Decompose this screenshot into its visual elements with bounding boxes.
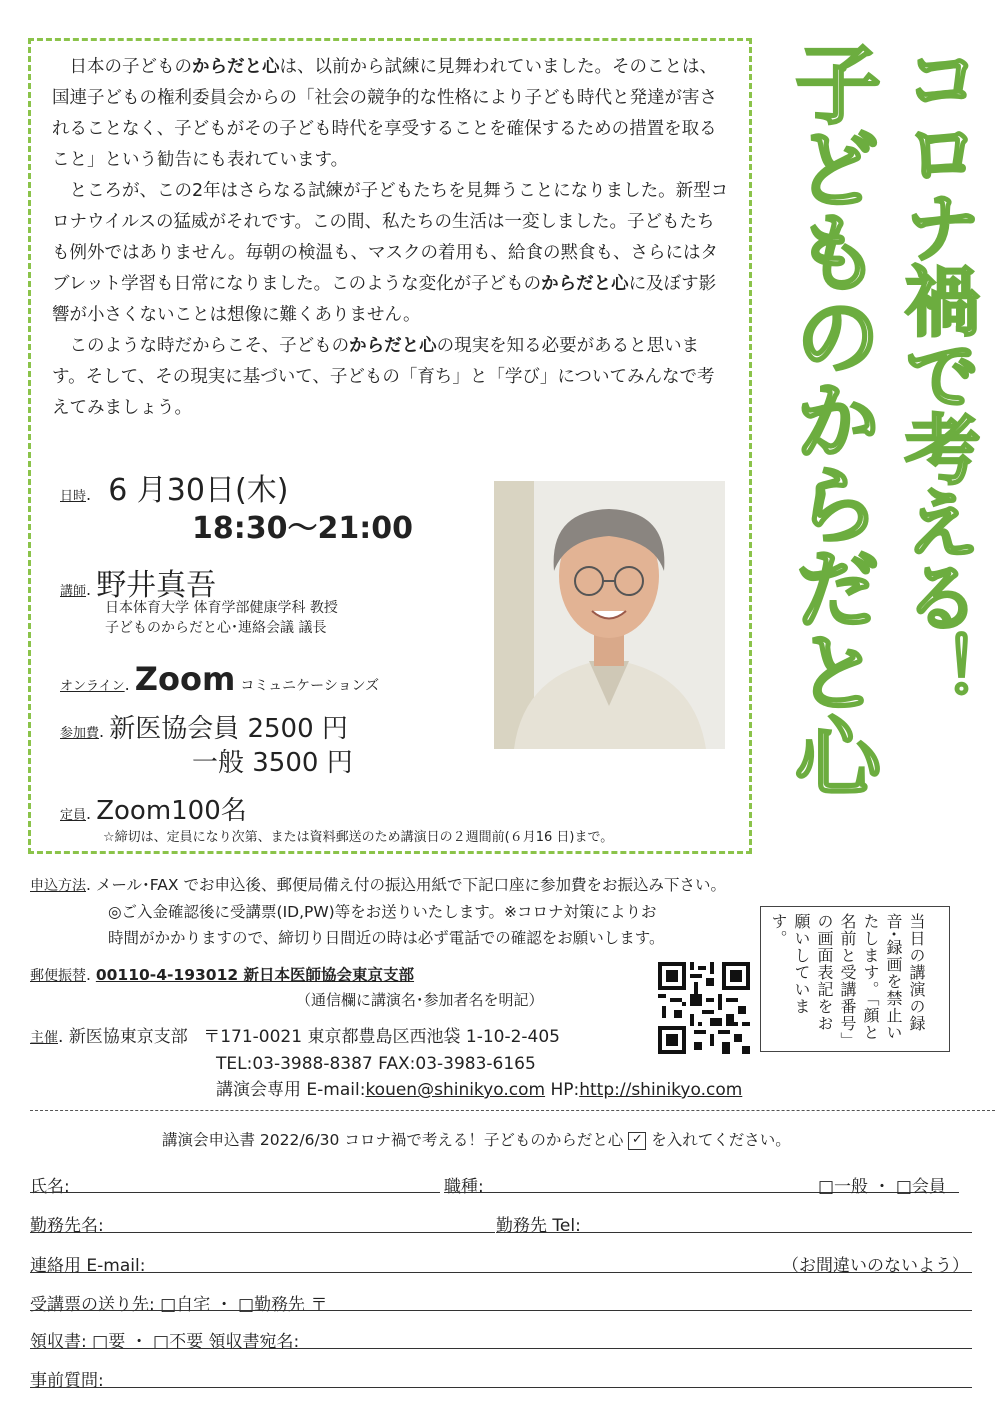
apply-section: 申込方法. メール･FAX でお申込後、郵便局備え付の振込用紙で下記口座に参加費をお振込み下さい。 ◎ご入金確認後に受講票(ID,PW)等をお送りいたします。※コロナ対策によりお 時間がかかりますので、締切り日間近の時は必ず電話での確認をお願いします。: [30, 872, 830, 951]
form-name-field[interactable]: [30, 1192, 440, 1193]
form-sendto-field[interactable]: [30, 1310, 972, 1311]
form-question-label: 事前質問:: [30, 1371, 104, 1391]
lecturer-affiliation: [105, 598, 338, 638]
organizer-name: 新医協東京支部: [68, 1027, 188, 1047]
online-label: オンライン: [60, 679, 125, 694]
online-value: Zoom: [134, 660, 236, 698]
intro-paragraph-2: ところが、この2年はさらなる試練が子どもたちを見舞うことになりました。新型コロナウイルスの猛威がそれです。この間、私たちの生活は一変しました。子どもたちも例外ではありません。毎朝の検温も、マスクの着用も、給食の黙食も、さらにはタブレット学習も日常になりました。このような変化が子どものからだと心に及ぼす影響が小さくないことは想像に難くありません。: [52, 181, 729, 325]
lecturer-row: 講師. 野井真吾: [60, 568, 217, 603]
online-sub: コミュニケーションズ: [240, 678, 380, 694]
fee-row: 参加費. 新医協会員 2500 円: [60, 714, 348, 744]
date-value: 6 月30日(木): [108, 473, 289, 508]
organizer-section: 主催. 新医協東京支部 〒171-0021 東京都豊島区西池袋 1-10-2-405 TEL:03-3988-8387 FAX:03-3983-6165 講演会専用 E-mail:kouen@shinikyo.com HP:http://shinikyo.com: [30, 1024, 742, 1103]
intro-text: [52, 52, 732, 424]
capacity-label: 定員: [60, 808, 87, 823]
form-receipt-label[interactable]: 領収書: □要 ・ □不要 領収書宛名:: [30, 1332, 300, 1352]
form-worktel-label: 勤務先 Tel:: [496, 1216, 581, 1236]
form-email-field[interactable]: [30, 1272, 972, 1273]
organizer-contact: 講演会専用 E-mail:kouen@shinikyo.com HP:http://shinikyo.com: [216, 1080, 743, 1100]
intro-paragraph-3: このような時だからこそ、子どものからだと心の現実を知る必要があると思います。そして、その現実に基づいて、子どもの「育ち」と「学び」についてみんなで考えてみましょう。: [52, 336, 715, 418]
date-row: 日時. 6 月30日(木): [60, 473, 289, 508]
check-icon: ✓: [628, 1132, 646, 1150]
notice-text: 当日の講演の録音･録画を禁止いたします。「顔と名前と受講番号」の画面表記をお願いしています。: [769, 913, 926, 1042]
fee-member: 新医協会員 2500 円: [109, 714, 348, 744]
bank-account: 00110-4-193012 新日本医師協会東京支部: [95, 966, 415, 984]
bank-label: 郵便振替: [30, 968, 86, 984]
intro-paragraph-1: 日本の子どものからだと心は、以前から試練に見舞われていました。そのことは、国連子どもの権利委員会からの「社会の競争的な性格により子ども時代と発達が害されることなく、子どもがその子ども時代を享受することを確保するための措置を取ること」という勧告にも表れています。: [52, 57, 717, 170]
form-workplace-label: 勤務先名:: [30, 1216, 104, 1236]
fee-label: 参加費: [60, 726, 100, 741]
qr-code: [658, 962, 750, 1054]
form-header: 講演会申込書 2022/6/30 コロナ禍で考える！子どものからだと心 ✓ を入れてください。: [162, 1131, 791, 1149]
apply-line-1: メール･FAX でお申込後、郵便局備え付の振込用紙で下記口座に参加費をお振込み下さい。: [95, 876, 726, 894]
form-job-options[interactable]: □一般 ・ □会員: [818, 1177, 946, 1197]
bank-note: （通信欄に講演名･参加者名を明記）: [296, 991, 544, 1009]
fee-general: 一般 3500 円: [192, 748, 353, 778]
form-question-field[interactable]: [30, 1387, 972, 1388]
form-worktel-field[interactable]: [496, 1232, 972, 1233]
organizer-tel: TEL:03-3988-8387 FAX:03-3983-6165: [216, 1054, 536, 1074]
apply-label: 申込方法: [30, 878, 86, 894]
organizer-address: 〒171-0021 東京都豊島区西池袋 1-10-2-405: [203, 1027, 560, 1047]
capacity-value: Zoom100名: [96, 796, 247, 826]
website-link[interactable]: http://shinikyo.com: [579, 1080, 743, 1100]
form-job-label: 職種:: [444, 1177, 484, 1197]
time-value: 18:30～21:00: [192, 511, 413, 546]
form-workplace-field[interactable]: [30, 1232, 495, 1233]
capacity-row: 定員. Zoom100名: [60, 796, 247, 826]
date-label: 日時: [60, 489, 87, 504]
organizer-label: 主催: [30, 1030, 58, 1046]
form-receipt-field[interactable]: [30, 1348, 972, 1349]
form-name-label: 氏名:: [30, 1177, 70, 1197]
deadline-note: ☆締切は、定員になり次第、または資料郵送のため講演日の２週間前(６月16 日)まで。: [103, 830, 614, 845]
apply-line-3: 時間がかかりますので、締切り日間近の時は必ず電話での確認をお願いします。: [108, 929, 665, 947]
title-line-1: コロナ禍で考える！: [892, 40, 981, 706]
lecturer-photo: [494, 481, 725, 749]
lecturer-label: 講師: [60, 584, 87, 599]
bank-row: 郵便振替. 00110-4-193012 新日本医師協会東京支部: [30, 966, 415, 984]
cut-line: [30, 1110, 995, 1111]
apply-line-2: ◎ご入金確認後に受講票(ID,PW)等をお送りいたします。※コロナ対策によりお: [108, 903, 657, 921]
lecturer-aff-2: 子どものからだと心･連絡会議 議長: [105, 620, 327, 636]
email-link[interactable]: kouen@shinikyo.com: [365, 1080, 546, 1100]
notice-box: [760, 906, 950, 1052]
title-line-2: 子どものからだと心: [780, 40, 880, 796]
form-sendto-label[interactable]: 受講票の送り先: □自宅 ・ □勤務先 〒: [30, 1295, 328, 1315]
form-email-label: 連絡用 E-mail:: [30, 1256, 146, 1276]
lecturer-aff-1: 日本体育大学 体育学部健康学科 教授: [105, 600, 338, 616]
form-email-note: （お間違いのないよう）: [782, 1256, 969, 1276]
lecturer-name: 野井真吾: [96, 568, 217, 603]
online-row: オンライン. Zoom コミュニケーションズ: [60, 660, 380, 698]
